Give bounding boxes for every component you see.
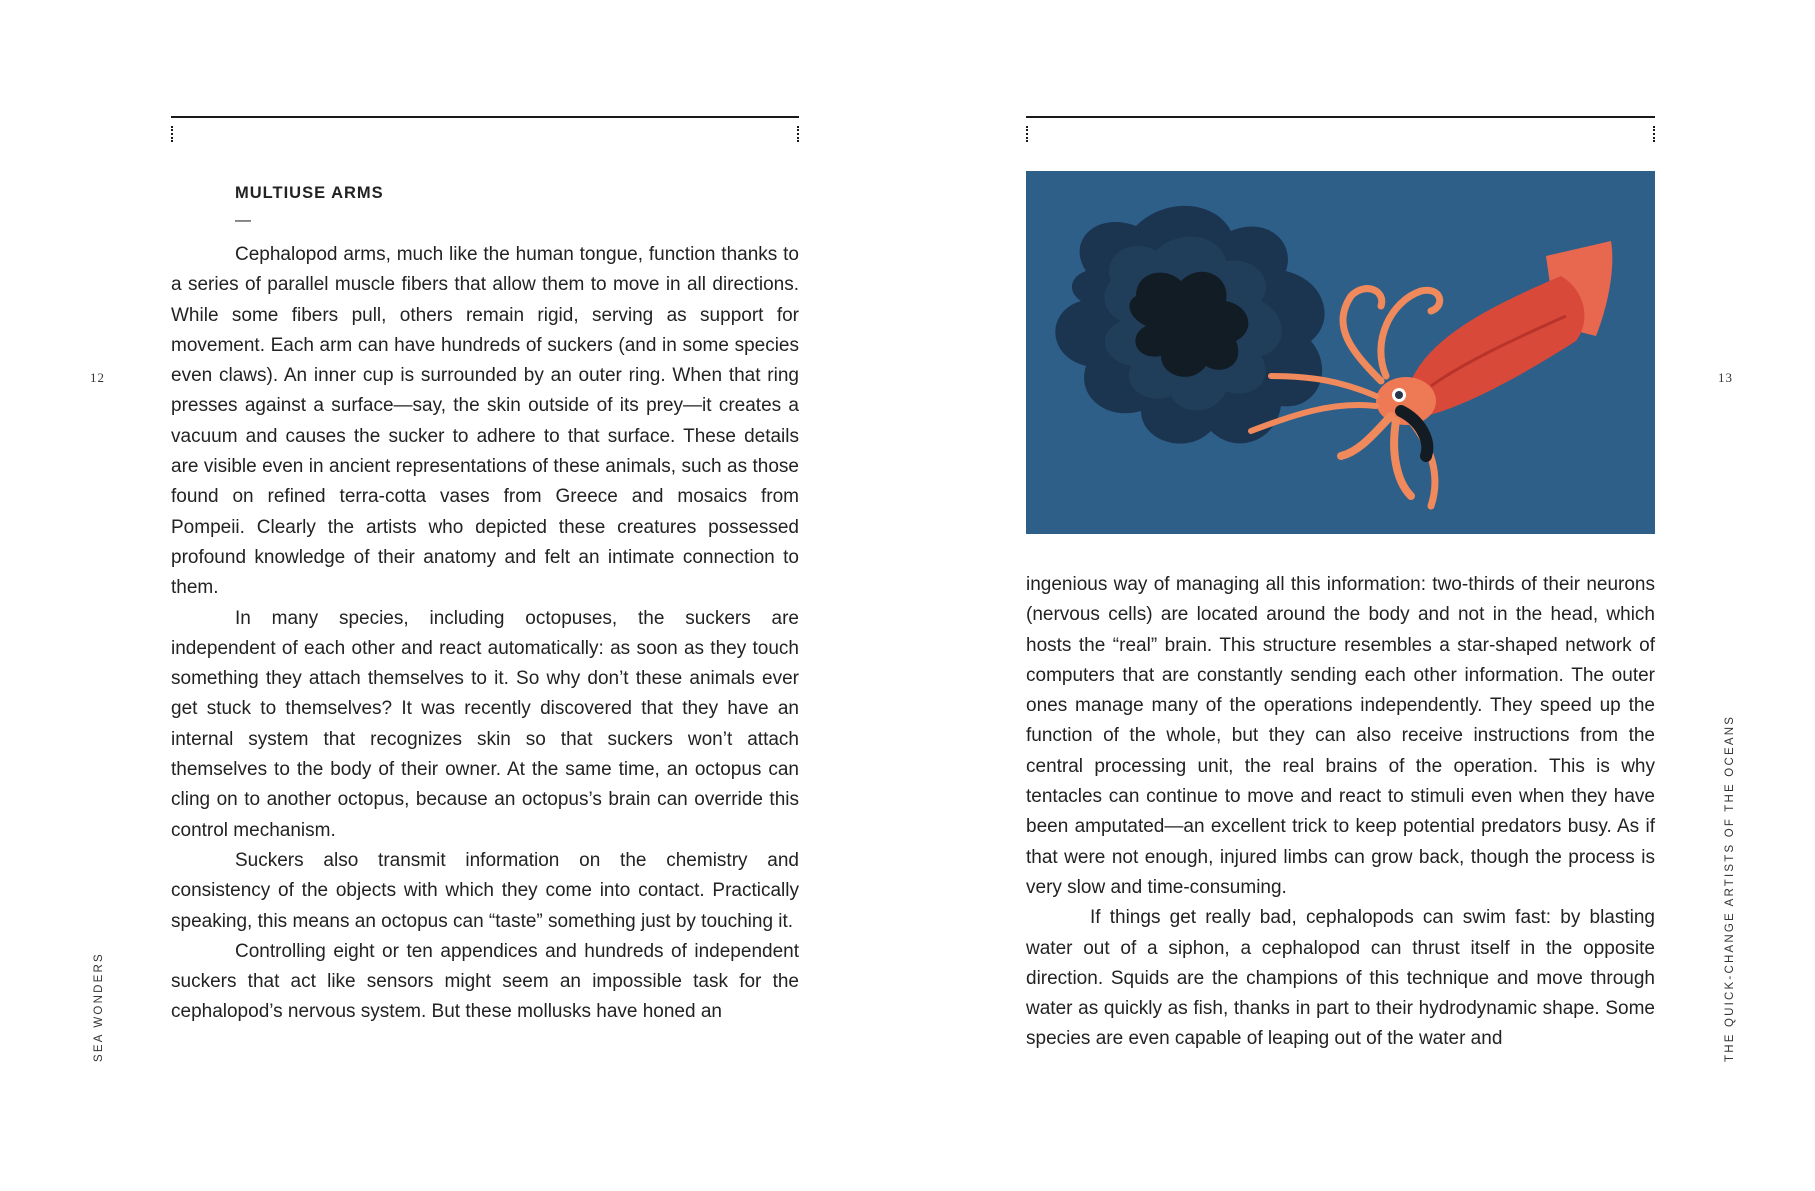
page-number: 13 <box>1718 370 1733 385</box>
rule-tick-left <box>171 126 173 142</box>
body-text <box>171 240 799 1028</box>
top-rule <box>171 116 799 118</box>
running-head: THE QUICK-CHANGE ARTISTS OF THE OCEANS <box>1724 714 1736 1062</box>
paragraph: Controlling eight or ten appendices and hundreds of independent suckers that act like sensors might seem an impossible task for the cephalopod’s nervous system. But these mollusks have honed an <box>171 940 799 1023</box>
heading-dash: — <box>235 212 251 229</box>
paragraph: ingenious way of managing all this information: two-thirds of their neurons (nervous cells) are located around the body and not in the head, which hosts the “real” brain. This structure resembles a star-shaped network of computers that are constantly sending each other information. The outer ones manage many of the operations independently. They speed up the function of the whole, but they can also receive instructions from the central processing unit, the real brains of the operation. This is why tentacles can continue to move and react to stimuli even when they have been amputated—an excellent trick to keep potential predators busy. As if that were not enough, injured limbs can grow back, though the process is very slow and time-consuming. <box>1026 574 1655 898</box>
page-number: 12 <box>90 370 105 385</box>
squid-illustration <box>1026 171 1655 534</box>
rule-tick-left <box>1026 126 1028 142</box>
right-page <box>908 0 1815 1191</box>
section-heading: MULTIUSE ARMS <box>235 184 384 202</box>
left-page <box>0 0 907 1191</box>
paragraph: In many species, including octopuses, the suckers are independent of each other and react automatically: as soon as they touch something they attach themselves to it. So why don’t these animals ever get stuck to themselves? It was recently discovered that they have an internal system that recognizes skin so that suckers won’t attach themselves to the body of their owner. At the same time, an octopus can cling on to another octopus, because an octopus’s brain can override this control mechanism. <box>171 607 799 841</box>
squid-ink-icon <box>1026 171 1655 534</box>
rule-tick-right <box>1653 126 1655 142</box>
paragraph: Suckers also transmit information on the chemistry and consistency of the objects with which they come into contact. Practically speaking, this means an octopus can “taste” something just by touching it. <box>171 849 799 932</box>
paragraph: If things get really bad, cephalopods can swim fast: by blasting water out of a siphon, a cephalopod can thrust itself in the opposite direction. Squids are the champions of this technique and move through water as quickly as fish, thanks in part to their hydrodynamic shape. Some species are even capable of leaping out of the water and <box>1026 907 1655 1050</box>
top-rule <box>1026 116 1655 118</box>
paragraph: Cephalopod arms, much like the human tongue, function thanks to a series of parallel muscle fibers that allow them to move in all directions. While some fibers pull, others remain rigid, serving as support for movement. Each arm can have hundreds of suckers (and in some species even claws). An inner cup is surrounded by an outer ring. When that ring presses against a surface—say, the skin outside of its prey—it creates a vacuum and causes the sucker to adhere to that surface. These details are visible even in ancient representations of these animals, such as those found on refined terra-cotta vases from Greece and mosaics from Pompeii. Clearly the artists who depicted these creatures possessed profound knowledge of their anatomy and felt an intimate connection to them. <box>171 244 799 599</box>
body-text <box>1026 570 1655 1055</box>
running-head: SEA WONDERS <box>93 952 105 1062</box>
rule-tick-right <box>797 126 799 142</box>
